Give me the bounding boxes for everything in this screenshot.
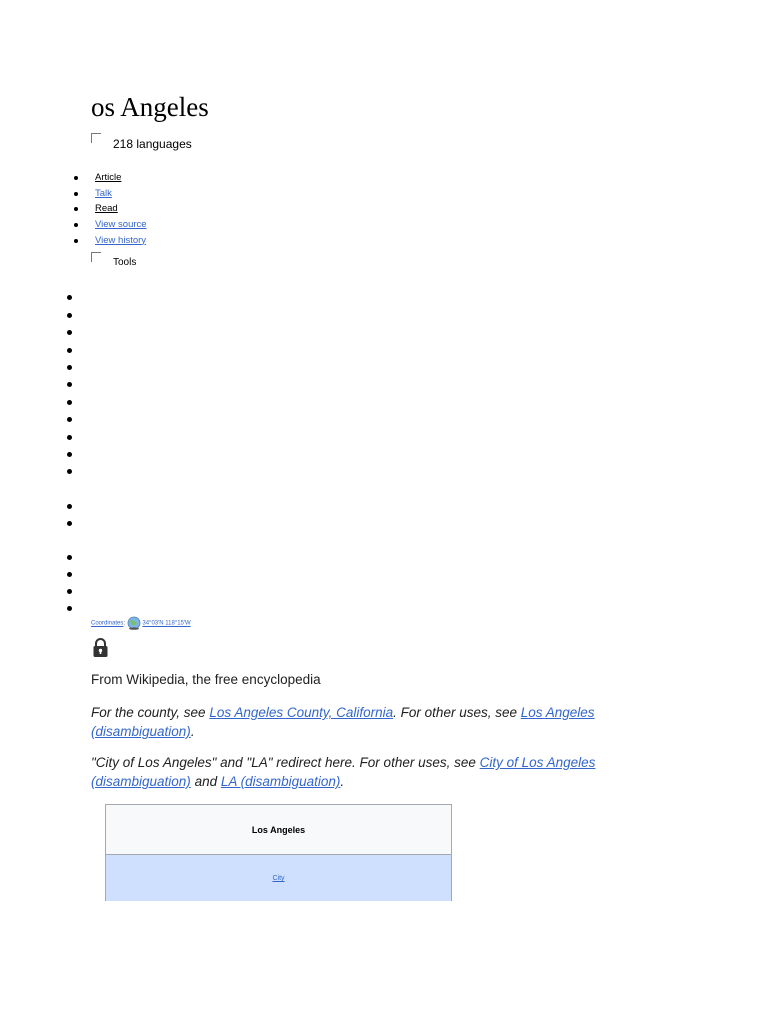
languages-button[interactable]: 218 languages <box>113 137 192 151</box>
empty-list-bullet <box>67 606 72 611</box>
infobox <box>105 804 452 901</box>
hatnote-county <box>91 703 631 741</box>
coordinates-separator: : <box>123 620 126 627</box>
tab-view-source-link[interactable]: View source <box>95 219 147 231</box>
tab-article-link[interactable]: Article <box>95 172 122 183</box>
hatnote-redirect <box>91 753 631 791</box>
tab-article <box>72 171 147 187</box>
hatnote-text: For the county, see <box>91 705 210 720</box>
hatnote-text: and <box>190 774 221 789</box>
empty-list-bullet <box>67 469 72 474</box>
empty-list-bullet <box>67 417 72 422</box>
coordinates <box>91 616 191 630</box>
link-city-of-la-disambiguation[interactable]: City of Los Angeles (disambiguation) <box>91 755 596 789</box>
empty-list-bullet <box>67 382 72 387</box>
tab-view-source <box>72 218 147 234</box>
empty-list-bullet <box>67 295 72 300</box>
empty-list-bullet <box>67 504 72 509</box>
empty-list-bullet <box>67 400 72 405</box>
page-title: os Angeles <box>91 92 209 122</box>
empty-list-bullet <box>67 435 72 440</box>
lock-icon[interactable] <box>92 638 109 658</box>
languages-checkbox-icon[interactable] <box>91 133 101 143</box>
page-tabs <box>72 171 147 249</box>
empty-list-bullet <box>67 521 72 526</box>
empty-list-bullet <box>67 348 72 353</box>
empty-list-bullet <box>67 555 72 560</box>
tools-button[interactable]: Tools <box>113 257 137 268</box>
empty-list-bullet <box>67 330 72 335</box>
infobox-type <box>106 855 451 901</box>
empty-list-bullet <box>67 572 72 577</box>
site-tagline: From Wikipedia, the free encyclopedia <box>91 672 321 687</box>
empty-list-bullet <box>67 452 72 457</box>
hatnote-text: . <box>340 774 345 789</box>
tab-view-history <box>72 234 147 250</box>
globe-icon[interactable] <box>127 616 141 630</box>
hatnote-text: "City of Los Angeles" and "LA" redirect here. For other uses, see <box>91 755 480 770</box>
empty-list-bullet <box>67 365 72 370</box>
hatnote-text: . <box>190 724 195 739</box>
link-los-angeles-county[interactable]: Los Angeles County, California <box>209 705 394 720</box>
coordinates-value-link[interactable]: 34°03′N 118°15′W <box>142 620 191 627</box>
empty-list-bullet <box>67 589 72 594</box>
tab-read-link[interactable]: Read <box>95 203 118 215</box>
tools-checkbox-icon[interactable] <box>91 252 101 262</box>
link-la-disambiguation[interactable]: LA (disambiguation) <box>220 774 341 789</box>
hatnote-text: . For other uses, see <box>393 705 521 720</box>
tab-read <box>72 202 147 218</box>
infobox-title: Los Angeles <box>106 805 451 855</box>
link-los-angeles-disambiguation[interactable]: Los Angeles (disambiguation) <box>91 705 595 739</box>
tab-view-history-link[interactable]: View history <box>95 234 147 246</box>
tab-talk-link[interactable]: Talk <box>95 187 112 199</box>
empty-list-bullet <box>67 313 72 318</box>
coordinates-label-link[interactable]: Coordinates <box>91 620 124 627</box>
tab-talk <box>72 187 147 203</box>
infobox-type-link[interactable]: City <box>272 875 285 882</box>
